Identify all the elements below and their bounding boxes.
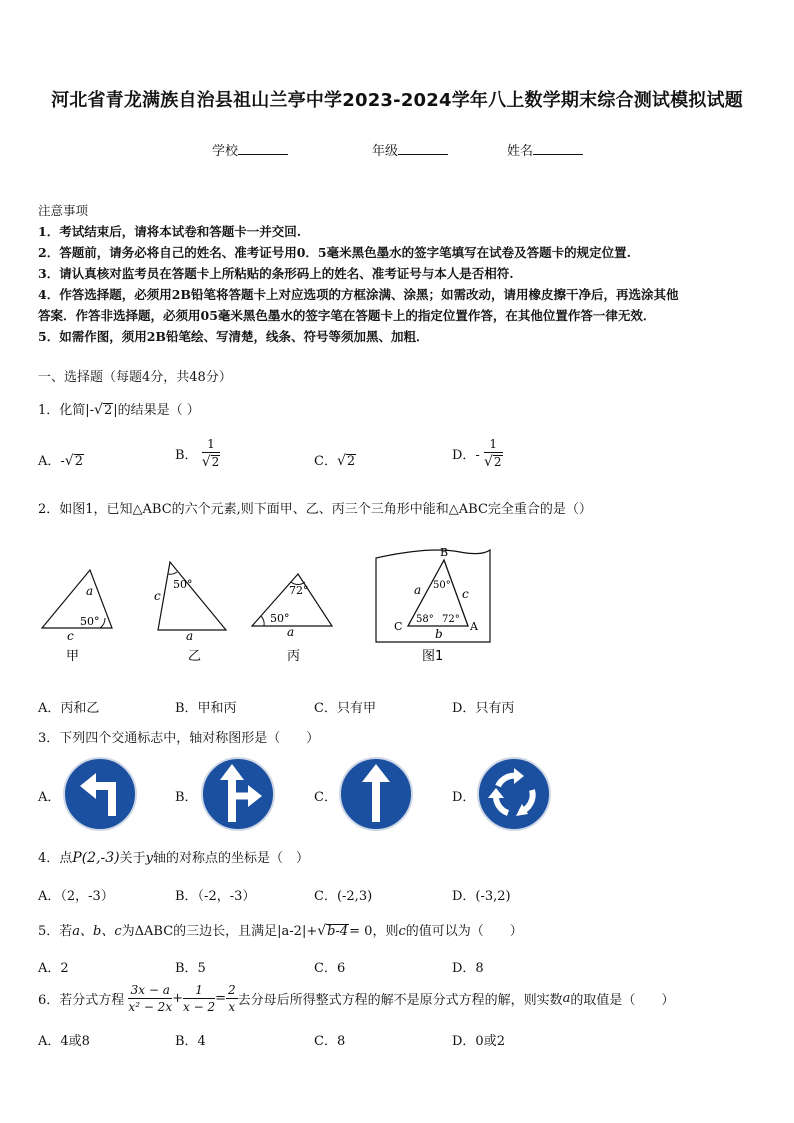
notice-heading: 注意事项 [38,203,89,218]
jia-caption: 甲 [66,649,80,664]
q4-option-a[interactable]: A．（2，-3） [38,889,114,904]
yi-angle: 50° [173,578,193,591]
q1-a-radicand: 2 [74,454,83,469]
q3-option-b[interactable] [175,786,198,805]
q1-c-label: C． [314,454,337,469]
main-side-b: b [435,627,443,641]
q6-var-a: a [562,991,571,1006]
main-side-c: c [462,587,469,601]
q1-radicand: 2 [103,403,113,418]
notice-item-2: 2．答题前，请务必将自己的姓名、准考证号用0．5毫米黑色墨水的签字笔填写在试卷及答题卡的规定位置. [38,245,631,260]
q5-stem-b: 为ΔABC的三边长，且满足|a-2|+ [121,924,318,939]
main-angle-a: 72° [442,614,460,625]
q4-axis: y [145,851,153,866]
sqrt-symbol: √ [94,402,103,418]
jia-side-c: c [67,629,74,643]
notice-item-3: 3．请认真核对监考员在答题卡上所粘贴的条形码上的姓名、准考证号与本人是否相符. [38,266,514,281]
q3-stem: 3．下列四个交通标志中，轴对称图形是（ ） [38,731,320,746]
q3-option-a[interactable] [38,786,60,805]
q1-b-radicand: 2 [211,455,220,469]
bing-angle-72: 72° [289,584,309,597]
figure-1-caption: 图1 [422,649,444,664]
q6-fraction-1 [128,984,172,1013]
turn-left-sign-icon [62,756,138,832]
jia-angle: 50° [80,615,100,628]
q1-option-b[interactable] [175,438,220,469]
q4-stem-b: 关于 [119,851,146,866]
q1-d-fraction [484,438,503,469]
q3-option-d[interactable] [452,786,475,805]
q5-vars: a、b、c [72,924,122,939]
yi-side-a: a [186,629,194,643]
main-vertex-a: A [470,620,478,633]
main-vertex-b: B [440,546,449,559]
q6-f2-numerator: 1 [183,984,215,999]
sqrt-symbol: √ [336,453,346,469]
q2-option-b[interactable]: B．甲和丙 [175,701,237,716]
q5-radicand: b-4 [327,924,349,939]
q1-option-a[interactable] [38,450,84,469]
triangle-bing [252,574,332,664]
q2-option-c[interactable]: C．只有甲 [314,701,376,716]
q3-option-c[interactable] [314,786,337,805]
bing-side-a: a [287,625,295,639]
name-label: 姓名 [507,144,534,159]
q1-b-label: B． [175,448,198,463]
name-field[interactable] [507,140,583,159]
figure-1 [376,546,490,664]
q4-option-b[interactable]: B．（-2，-3） [175,889,256,904]
q5-stem [38,920,523,939]
notice-item-4: 4．作答选择题，必须用2B铅笔将答题卡上对应选项的方框涂满、涂黑；如需改动，请用橡皮擦干净后，再选涂其他 [38,287,679,302]
main-side-a: a [414,583,422,597]
q6-f1-denominator: x² − 2x [128,1000,173,1014]
q4-option-c[interactable]: C．(-2,3) [314,889,373,904]
q4-stem [38,847,309,866]
yi-side-c: c [154,589,161,603]
bing-angle-50: 50° [270,612,290,625]
section-heading: 一、选择题（每题4分，共48分） [38,370,232,385]
triangle-jia [42,570,112,664]
q1-b-fraction [202,438,221,469]
notice-item-5: 5．如需作图，须用2B铅笔绘、写清楚，线条、符号等须加黑、加粗． [38,329,429,344]
straight-ahead-sign-icon [338,756,414,832]
q5-option-b[interactable]: B．5 [175,961,206,976]
q3-a-label: A． [38,790,61,805]
q4-stem-c: 轴的对称点的坐标是（ ） [153,851,310,866]
q1-b-numerator: 1 [202,438,221,453]
grade-label: 年级 [372,144,399,159]
q6-equals: = [215,991,226,1006]
q6-plus: + [172,991,183,1006]
q1-d-radicand: 2 [493,455,502,469]
triangle-yi [154,562,226,664]
q6-stem [38,984,674,1013]
notice-item-4-cont: 答案．作答非选择题，必须用05毫米黑色墨水的签字笔在答题卡上的指定位置作答，在其他位置作答一律无效． [38,308,656,323]
bing-caption: 丙 [287,649,301,664]
q6-option-b[interactable]: B．4 [175,1034,206,1049]
q5-option-a[interactable]: A．2 [38,961,69,976]
q1-stem [38,399,200,418]
q5-option-c[interactable]: C．6 [314,961,346,976]
q4-stem-a: 4．点 [38,851,73,866]
sqrt-symbol: √ [64,453,74,469]
school-label: 学校 [212,144,239,159]
q6-stem-a: 6．若分式方程 [38,993,125,1008]
q2-option-a[interactable]: A．丙和乙 [38,701,100,716]
q6-option-c[interactable]: C．8 [314,1034,346,1049]
q1-option-c[interactable] [314,450,356,469]
q6-stem-c: 的取值是（ ） [570,993,675,1008]
q6-stem-b: 去分母后所得整式方程的解不是原分式方程的解，则实数 [237,993,563,1008]
q5-stem-c: = 0，则 [349,924,399,939]
sqrt-symbol: √ [483,454,493,470]
name-blank[interactable] [533,142,583,155]
grade-blank[interactable] [398,142,448,155]
main-angle-c: 58° [416,614,434,625]
q1-stem-tail: |的结果是（ ） [113,403,200,418]
q5-var-c: c [398,924,406,939]
q1-d-label: D．- [452,448,480,463]
q6-option-d[interactable]: D．0或2 [452,1034,505,1049]
q3-b-label: B． [175,790,198,805]
notice-item-1: 1．考试结束后，请将本试卷和答题卡一并交回. [38,224,302,239]
q2-figures [30,546,500,670]
q5-option-d[interactable]: D．8 [452,961,484,976]
school-blank[interactable] [238,142,288,155]
main-angle-b: 50° [433,580,451,591]
q5-stem-d: 的值可以为（ ） [405,924,523,939]
q1-c-radicand: 2 [346,454,356,469]
q5-stem-a: 5．若 [38,924,73,939]
q2-stem: 2．如图1，已知△ABC的六个元素,则下面甲、乙、丙三个三角形中能和△ABC完全重合的是（） [38,502,592,517]
sqrt-symbol: √ [317,923,327,939]
q3-c-label: C． [314,790,337,805]
q1-stem-text: 1．化简|- [38,403,95,418]
q6-fraction-2 [183,984,215,1013]
page-title: 河北省青龙满族自治县祖山兰亭中学2023-2024学年八上数学期末综合测试模拟试题 [51,90,743,111]
q4-point: P(2,-3) [72,850,120,866]
q6-f3-denominator: x [228,1000,236,1014]
q6-fraction-3 [226,984,238,1013]
q6-f3-numerator: 2 [228,983,236,997]
q1-a-label: A．- [38,454,65,469]
straight-or-right-sign-icon [200,756,276,832]
q1-option-d[interactable] [452,438,503,469]
q2-option-d[interactable]: D．只有丙 [452,701,515,716]
grade-field[interactable] [372,140,448,159]
q6-f1-numerator: 3x − a [128,984,172,999]
q6-option-a[interactable]: A．4或8 [38,1034,90,1049]
sqrt-symbol: √ [201,454,211,470]
school-field[interactable] [212,140,288,159]
yi-caption: 乙 [188,649,202,664]
q1-d-numerator: 1 [484,438,503,453]
q4-option-d[interactable]: D．(-3,2) [452,889,511,904]
q6-f2-denominator: x − 2 [183,1000,216,1014]
jia-side-a: a [86,584,94,598]
q3-d-label: D． [452,790,476,805]
roundabout-sign-icon [476,756,552,832]
main-vertex-c: C [394,620,403,633]
